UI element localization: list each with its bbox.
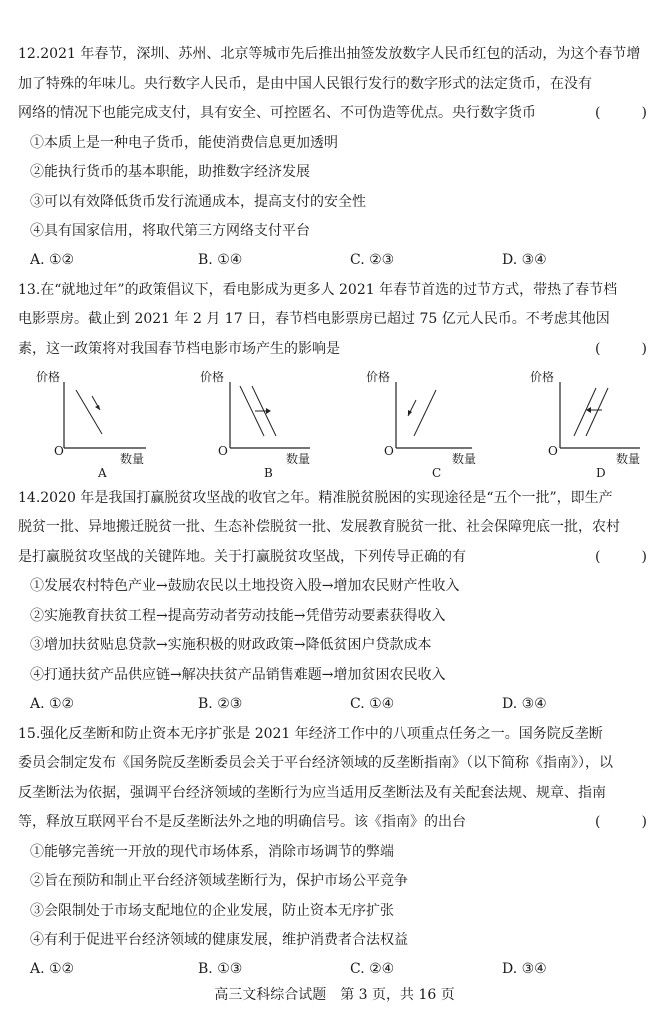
q15-option-c[interactable]: C. ②④ [350,961,395,977]
graph-c-letter: C [432,466,442,480]
q14-option-c[interactable]: C. ①④ [350,696,395,712]
graph-d-origin: O [548,444,558,458]
graph-d-ylabel: 价格 [530,370,555,384]
q15-option-a[interactable]: A. ①② [30,961,75,977]
q15-stem-line-4: 等，释放互联网平台不是反垄断法外之地的明确信号。该《指南》的出台 [18,814,466,830]
q13-stem-line-3: 素，这一政策将对我国春节档电影市场产生的影响是 [18,341,340,357]
q12-answer-bracket: ( ) [595,105,647,121]
q12-stem-line-3: 网络的情况下也能完成支付，具有安全、可控匿名、不可伪造等优点。央行数字货币 [18,105,536,121]
q15-statement-2: ②旨在预防和制止平台经济领域垄断行为，保护市场公平竞争 [30,873,408,889]
q14-stem-line-2: 脱贫一批、异地搬迁脱贫一批、生态补偿脱贫一批、发展教育脱贫一批、社会保障兜底一批，农村 [18,519,620,535]
q12-statement-1: ①本质上是一种电子货币，能使消费信息更加透明 [30,135,338,151]
q15-stem-line-2: 委员会制定发布《国务院反垄断委员会关于平台经济领域的反垄断指南》（以下简称《指南》），以 [18,755,613,771]
graph-b[interactable] [200,368,312,480]
graph-d[interactable] [530,368,642,480]
graph-b-arrow-head [266,408,271,414]
q15-statement-3: ③会限制处于市场支配地位的企业发展，防止资本无序扩张 [30,903,394,919]
graph-b-plot [200,368,312,448]
q12-stem-line-1: 12.2021 年春节，深圳、苏州、北京等城市先后推出抽签发放数字人民币红包的活动，为这个春节增 [18,46,641,62]
q14-statement-2: ②实施教育扶贫工程→提高劳动者劳动技能→凭借劳动要素获得收入 [30,608,446,624]
graph-d-curve-2 [586,388,608,436]
graph-a-ylabel: 价格 [36,370,61,384]
q15-answer-bracket: ( ) [595,814,647,830]
graph-a-letter: A [98,466,107,480]
q14-option-a[interactable]: A. ①② [30,696,75,712]
graph-c[interactable] [362,368,477,480]
graph-d-plot [530,368,642,448]
graph-c-ylabel: 价格 [366,370,391,384]
graph-b-ylabel: 价格 [200,370,225,384]
q12-statement-2: ②能执行货币的基本职能，助推数字经济发展 [30,164,310,180]
q14-answer-bracket: ( ) [595,549,647,565]
q15-options [30,957,655,981]
q15-statement-1: ①能够完善统一开放的现代市场体系，消除市场调节的弊端 [30,844,394,860]
graph-c-plot [362,368,474,448]
q14-option-b[interactable]: B. ②③ [198,696,243,712]
q15-statement-4: ④有利于促进平台经济领域的健康发展，维护消费者合法权益 [30,932,408,948]
q14-stem-line-3: 是打赢脱贫攻坚战的关键阵地。关于打赢脱贫攻坚战，下列传导正确的有 [18,549,466,565]
page-footer: 高三文科综合试题 第 3 页，共 16 页 [214,987,455,1003]
q14-option-d[interactable]: D. ③④ [502,696,547,712]
q12-stem-line-2: 加了特殊的年味儿。央行数字人民币，是由中国人民银行发行的数字形式的法定货币，在没有 [18,76,592,92]
q13-stem-line-2: 电影票房。截止到 2021 年 2 月 17 日，春节档电影票房已超过 75 亿元人民币。不考虑其他因 [18,311,610,327]
graph-c-curve [414,390,436,436]
q15-option-b[interactable]: B. ①③ [198,961,243,977]
graph-d-letter: D [596,466,606,480]
graph-d-xlabel: 数量 [616,452,641,466]
q15-stem-line-1: 15.强化反垄断和防止资本无序扩张是 2021 年经济工作中的八项重点任务之一。国务院反垄断 [18,726,603,742]
graph-a-arrow-head [95,405,100,410]
q15-option-d[interactable]: D. ③④ [502,961,547,977]
graph-c-xlabel: 数量 [452,452,477,466]
graph-a[interactable] [36,368,148,480]
q12-option-d[interactable]: D. ③④ [502,252,547,268]
q12-option-a[interactable]: A. ①② [30,252,75,268]
graph-a-origin: O [54,444,64,458]
q14-statement-3: ③增加扶贫贴息贷款→实施积极的财政政策→降低贫困户贷款成本 [30,637,432,653]
q14-options [30,692,655,716]
q14-statement-4: ④打通扶贫产品供应链→解决扶贫产品销售难题→增加贫困农民收入 [30,667,446,683]
q15-stem-line-3: 反垄断法为依据，强调平台经济领域的垄断行为应当适用反垄断法及有关配套法规、规章、指南 [18,785,606,801]
graph-b-xlabel: 数量 [286,452,311,466]
q12-statement-4: ④具有国家信用，将取代第三方网络支付平台 [30,223,310,239]
q12-statement-3: ③可以有效降低货币发行流通成本，提高支付的安全性 [30,194,366,210]
graph-a-xlabel: 数量 [120,452,145,466]
graph-d-curve-1 [574,388,596,436]
q13-stem-line-1: 13.在“就地过年”的政策倡议下，看电影成为更多人 2021 年春节首选的过节方式，带热了春节档 [18,282,618,298]
q12-options [30,248,655,272]
q12-option-b[interactable]: B. ①④ [198,252,243,268]
q12-option-c[interactable]: C. ②③ [350,252,395,268]
graph-b-origin: O [218,444,228,458]
q14-statement-1: ①发展农村特色产业→鼓励农民以土地投资入股→增加农民财产性收入 [30,578,460,594]
graph-a-curve [76,390,102,434]
q14-stem-line-1: 14.2020 年是我国打赢脱贫攻坚战的收官之年。精准脱贫脱困的实现途径是“五个一批”，即生产 [18,490,613,506]
graph-a-plot [36,368,148,448]
q13-answer-bracket: ( ) [595,341,647,357]
graph-b-letter: B [264,466,273,480]
graph-c-origin: O [384,444,394,458]
